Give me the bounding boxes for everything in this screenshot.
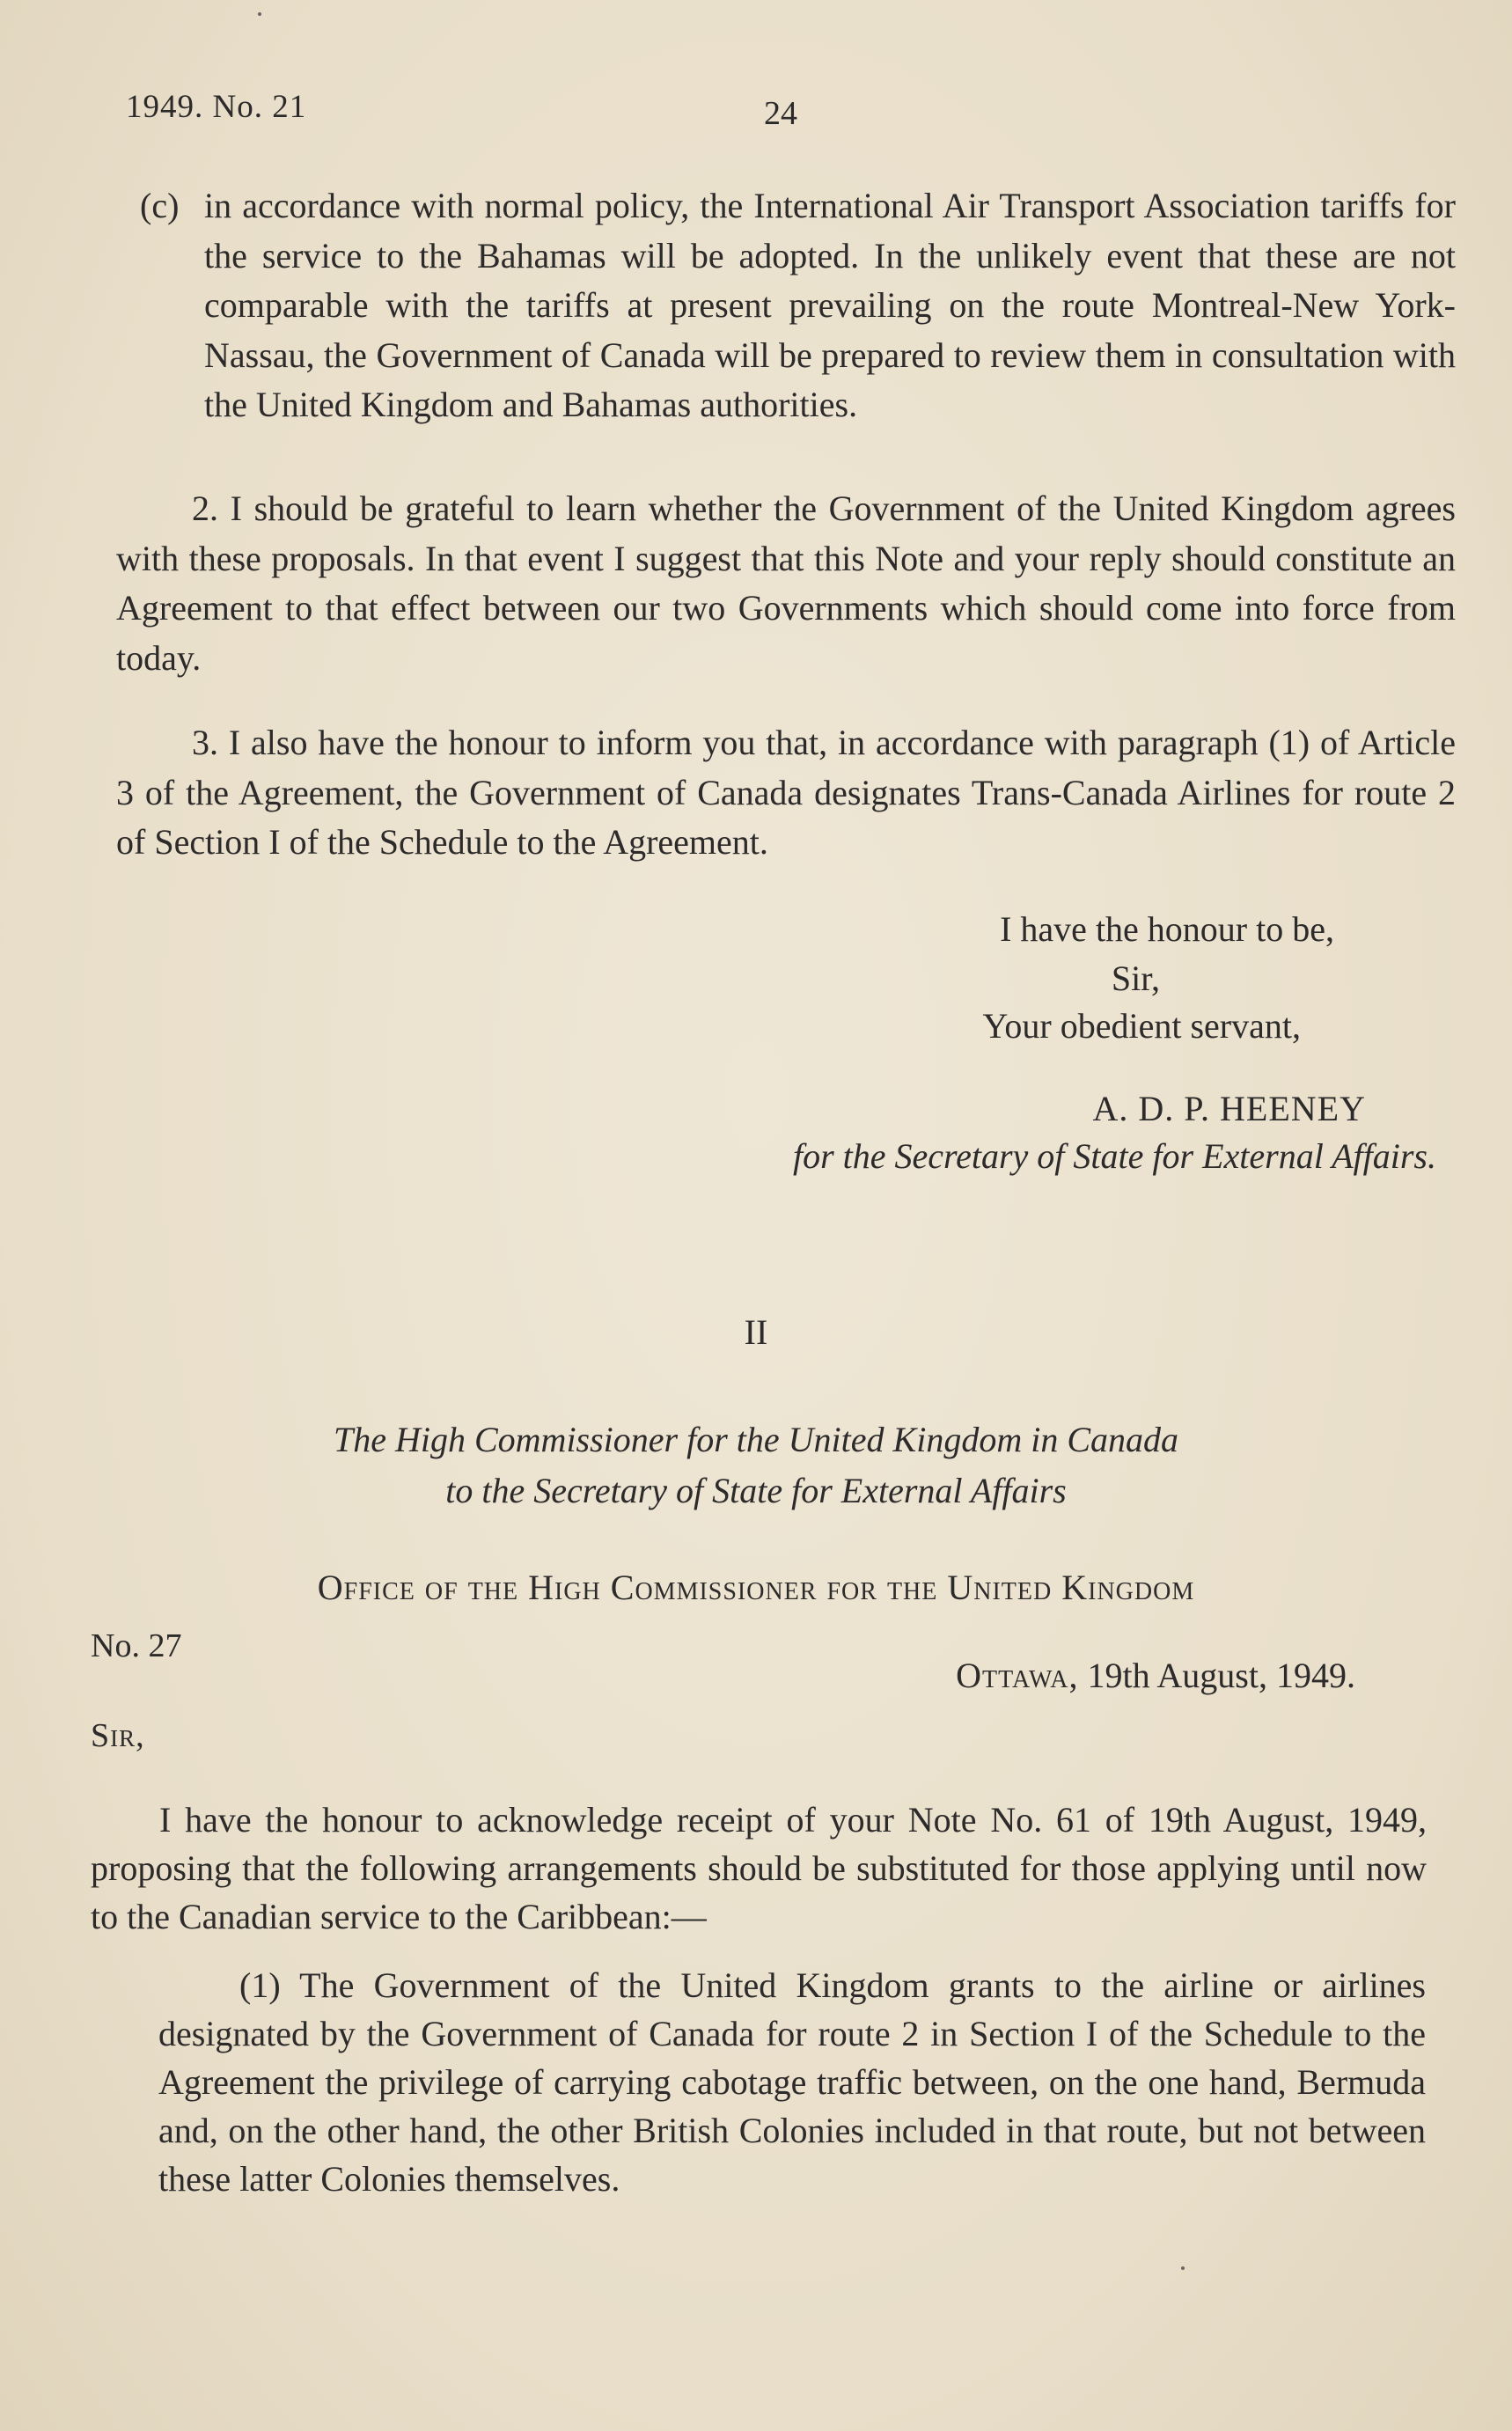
paragraph-2: 2. I should be grateful to learn whether the Government of the United Kingdom agrees with these proposals. In that event I suggest that this Note and your reply should constitute an Agreement to that effect between our two Governments which should come into force from today. <box>116 488 1456 678</box>
closing-line-1: I have the honour to be, <box>1000 909 1334 949</box>
paragraph-c <box>140 181 1456 430</box>
letter-date: 19th August, 1949. <box>1087 1656 1355 1695</box>
paragraph-c-label: (c) <box>140 186 180 225</box>
closing-line-3: Your obedient servant, <box>982 1006 1301 1046</box>
document-year-number: 1949. No. 21 <box>126 89 307 125</box>
subparagraph-1-text: (1) The Government of the United Kingdom grants to the airline or airlines designated by the Government of Canada for route 2 in Section I of the Schedule to the Agreement the privilege of carrying cabotage traffic between, on the one hand, Bermuda and, on the other hand, the other British Colonies included in that route, but not between these latter Colonies themselves. <box>158 1965 1426 2199</box>
ink-speck <box>258 12 261 16</box>
page-number: 24 <box>764 95 797 132</box>
subparagraph-1 <box>158 1961 1426 2203</box>
letter-heading-line-2: to the Secretary of State for External Affairs <box>445 1471 1067 1510</box>
ink-speck <box>1181 2266 1185 2270</box>
signatory-name: A. D. P. HEENEY <box>1092 1089 1366 1128</box>
closing-line-2: Sir, <box>1111 958 1160 998</box>
paragraph-3: 3. I also have the honour to inform you that, in accordance with paragraph (1) of Article 3 of the Agreement, the Government of Canada designates Trans-Canada Airlines for route 2 of Section I of the Schedule to the Agreement. <box>116 723 1456 862</box>
place-date <box>880 1655 1355 1696</box>
section-number: II <box>744 1312 768 1352</box>
signatory-title: for the Secretary of State for External Affairs. <box>792 1136 1436 1176</box>
paragraph-c-text: in accordance with normal policy, the International Air Transport Association tariffs for the service to the Bahamas will be adopted. In the unlikely event that these are not comparable with the tariffs at present prevailing on the route Montreal-New York-Nassau, the Government of Canada will be prepared to review them in consultation with the United Kingdom and Bahamas authorities. <box>204 186 1456 424</box>
letter-number: No. 27 <box>91 1627 182 1664</box>
letter-place: Ottawa, <box>956 1656 1079 1695</box>
salutation: Sir, <box>91 1717 145 1754</box>
office-line: Office of the High Commissioner for the United Kingdom <box>317 1568 1195 1607</box>
letter-heading-line-1: The High Commissioner for the United Kingdom in Canada <box>333 1420 1179 1459</box>
acknowledgement-paragraph: I have the honour to acknowledge receipt of your Note No. 61 of 19th August, 1949, proposing that the following arrangements should be substituted for those applying until now to the Canadian service to the Caribbean:— <box>91 1800 1427 1936</box>
